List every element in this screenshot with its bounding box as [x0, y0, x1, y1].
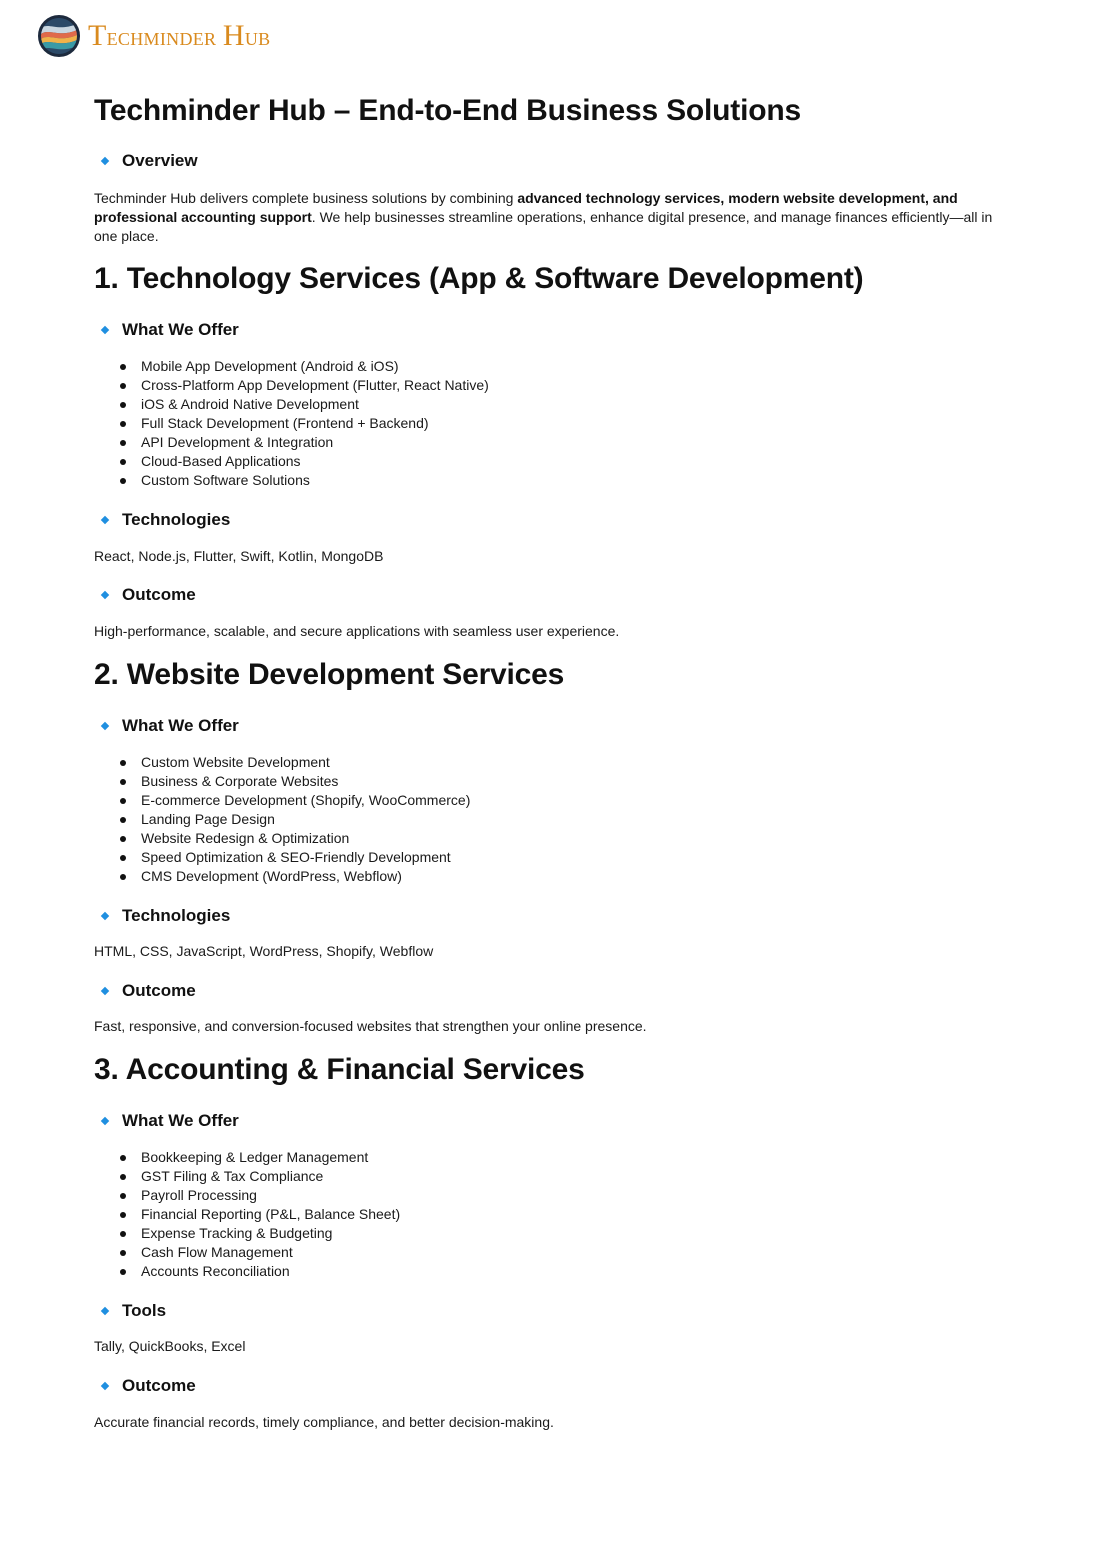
list-item: Financial Reporting (P&L, Balance Sheet)	[94, 1205, 400, 1224]
list-item: Custom Website Development	[94, 753, 470, 772]
section-title-accounting: 3. Accounting & Financial Services	[94, 1053, 585, 1086]
section-1-tech-text: React, Node.js, Flutter, Swift, Kotlin, MongoDB	[94, 548, 384, 564]
list-item: Mobile App Development (Android & iOS)	[94, 357, 489, 376]
list-item: Speed Optimization & SEO-Friendly Development	[94, 848, 470, 867]
section-1-offer-list	[94, 357, 489, 490]
list-item: iOS & Android Native Development	[94, 395, 489, 414]
section-3-offer-list	[94, 1148, 400, 1281]
diamond-bullet-icon	[101, 722, 109, 730]
section-3-offer-heading: What We Offer	[94, 1111, 239, 1131]
list-item: API Development & Integration	[94, 433, 489, 452]
section-3-tools-text: Tally, QuickBooks, Excel	[94, 1338, 246, 1354]
list-item: Bookkeeping & Ledger Management	[94, 1148, 400, 1167]
diamond-bullet-icon	[101, 326, 109, 334]
diamond-bullet-icon	[101, 912, 109, 920]
section-1-offer-heading: What We Offer	[94, 320, 239, 340]
list-item: Full Stack Development (Frontend + Backend)	[94, 414, 489, 433]
header	[38, 13, 270, 59]
list-item: Landing Page Design	[94, 810, 470, 829]
section-2-outcome-text: Fast, responsive, and conversion-focused websites that strengthen your online presence.	[94, 1018, 647, 1034]
list-item: Accounts Reconciliation	[94, 1262, 400, 1281]
section-2-offer-list	[94, 753, 470, 886]
list-item: Cloud-Based Applications	[94, 452, 489, 471]
page-title: Techminder Hub – End-to-End Business Solutions	[94, 94, 801, 127]
section-1-outcome-heading: Outcome	[94, 585, 196, 605]
section-3-outcome-text: Accurate financial records, timely compliance, and better decision-making.	[94, 1414, 554, 1430]
diamond-bullet-icon	[101, 1307, 109, 1315]
brand-name: Techminder Hub	[88, 19, 271, 52]
section-1-outcome-text: High-performance, scalable, and secure applications with seamless user experience.	[94, 623, 620, 639]
list-item: Payroll Processing	[94, 1186, 400, 1205]
list-item: Cash Flow Management	[94, 1243, 400, 1262]
diamond-bullet-icon	[101, 987, 109, 995]
diamond-bullet-icon	[101, 516, 109, 524]
list-item: E-commerce Development (Shopify, WooCommerce)	[94, 791, 470, 810]
swirl-globe-logo-icon	[38, 15, 80, 57]
diamond-bullet-icon	[101, 591, 109, 599]
list-item: GST Filing & Tax Compliance	[94, 1167, 400, 1186]
section-3-tools-heading: Tools	[94, 1301, 166, 1321]
section-3-outcome-heading: Outcome	[94, 1376, 196, 1396]
list-item: Business & Corporate Websites	[94, 772, 470, 791]
section-title-technology: 1. Technology Services (App & Software Development)	[94, 262, 864, 295]
list-item: CMS Development (WordPress, Webflow)	[94, 867, 470, 886]
section-2-outcome-heading: Outcome	[94, 981, 196, 1001]
section-title-website: 2. Website Development Services	[94, 658, 565, 691]
section-2-offer-heading: What We Offer	[94, 716, 239, 736]
diamond-bullet-icon	[101, 1382, 109, 1390]
section-2-tech-text: HTML, CSS, JavaScript, WordPress, Shopify, Webflow	[94, 943, 434, 959]
list-item: Custom Software Solutions	[94, 471, 489, 490]
section-1-tech-heading: Technologies	[94, 510, 230, 530]
diamond-bullet-icon	[101, 157, 109, 165]
list-item: Cross-Platform App Development (Flutter, React Native)	[94, 376, 489, 395]
overview-heading: Overview	[94, 151, 198, 171]
list-item: Website Redesign & Optimization	[94, 829, 470, 848]
section-2-tech-heading: Technologies	[94, 906, 230, 926]
diamond-bullet-icon	[101, 1117, 109, 1125]
overview-paragraph: Techminder Hub delivers complete business solutions by combining advanced technology services, modern website development, and professional accounting support. We help businesses streamline operations, enhance digital presence, and manage finances efficiently—all in one place.	[94, 190, 993, 244]
list-item: Expense Tracking & Budgeting	[94, 1224, 400, 1243]
